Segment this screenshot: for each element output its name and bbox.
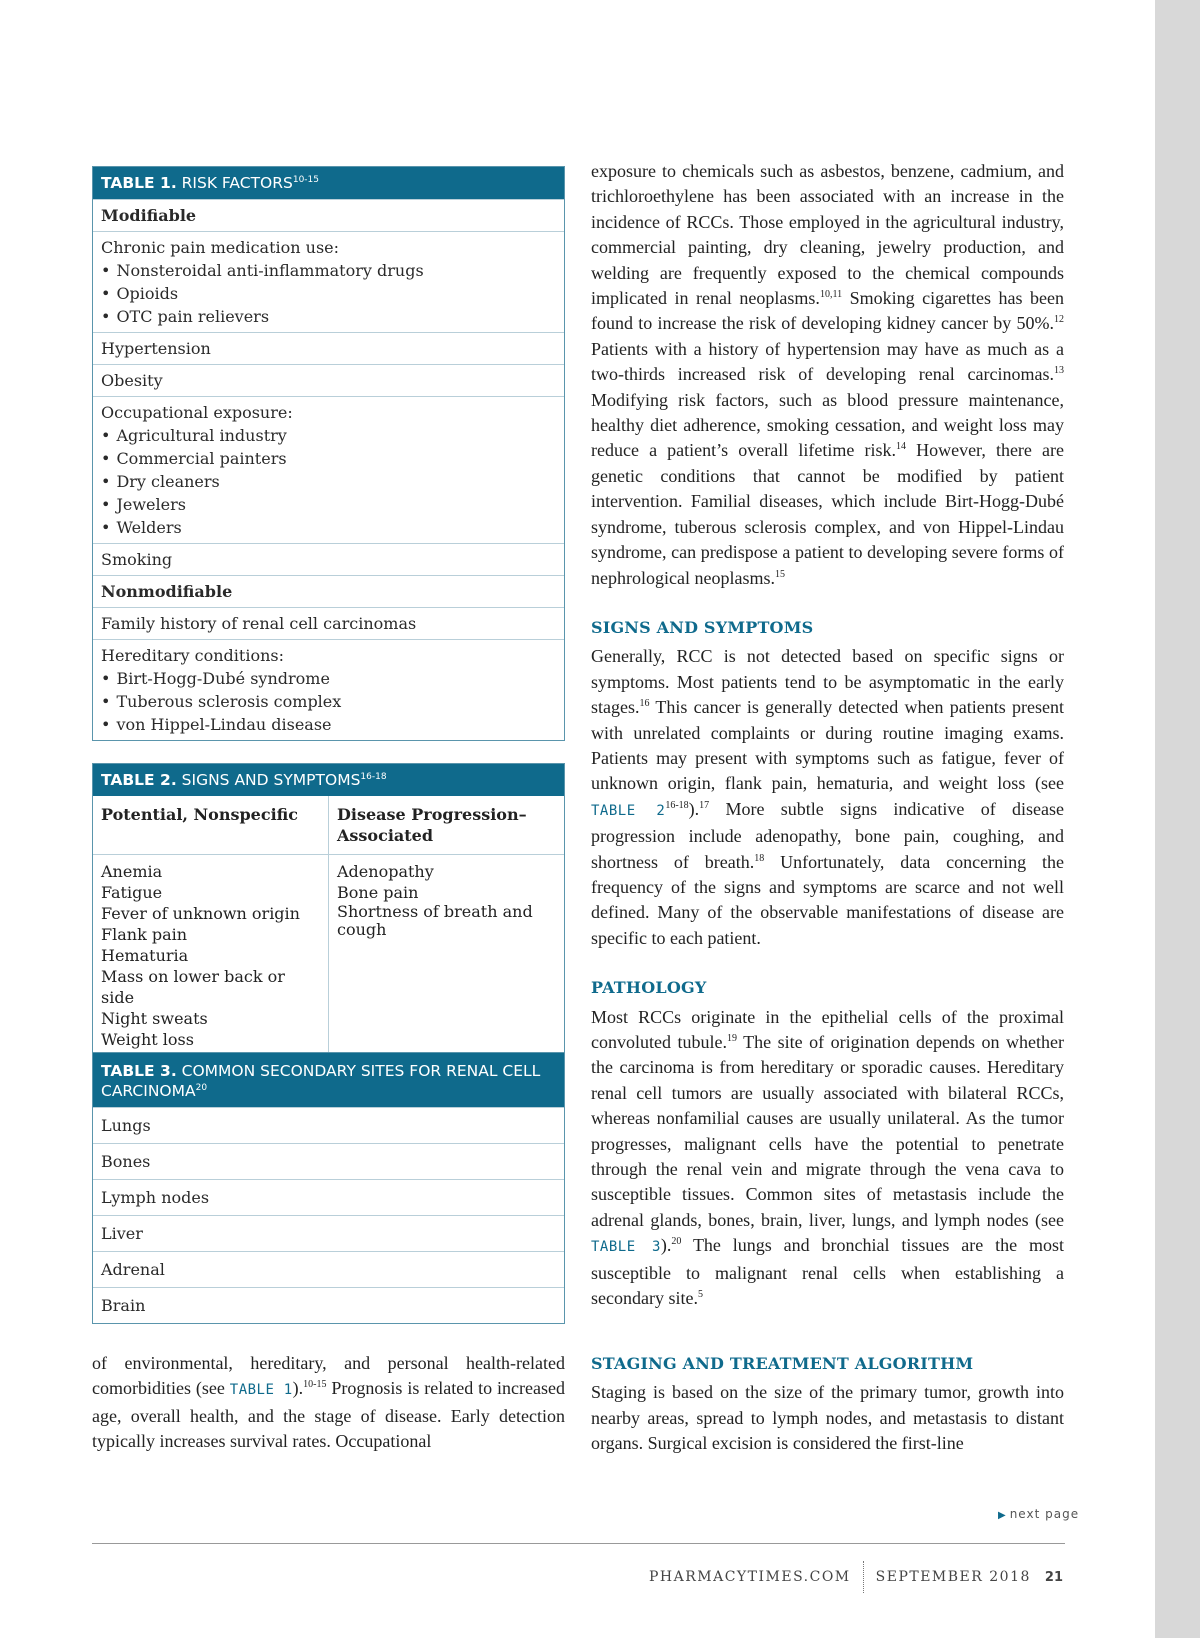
- signs-symptoms-paragraph: [591, 644, 1064, 951]
- obesity-row: Obesity: [93, 364, 564, 396]
- occupational-row: [93, 396, 564, 543]
- triangle-right-icon: ▶: [998, 1510, 1007, 1521]
- left-column-text: [92, 1351, 565, 1455]
- page-edge-strip: [1155, 0, 1200, 1638]
- citation: 20: [671, 1236, 682, 1248]
- list-item: Mass on lower back or side: [101, 967, 285, 1007]
- list-item: Weight loss: [101, 1030, 194, 1049]
- table-3-refs: 20: [195, 1082, 208, 1093]
- list-item: Anemia: [101, 862, 163, 881]
- text-run: This cancer is generally detected when patients present with unrelated complaints or during routine imaging exams. Patients may present with symptoms such as fatigue, fever of unknown origin, flank pain, hematuria, and weight loss (see: [591, 697, 1064, 794]
- pathology-heading: PATHOLOGY: [591, 978, 707, 998]
- text-run: The site of origination depends on whether the carcinoma is from hereditary or sporadic causes. Hereditary renal cell tumors are usually associated with bilateral RCCs, whereas nonfamilial causes are usually unilateral. As the tumor progresses, malignant cells have the potential to penetrate through the renal vein and migrate through the vena cava to susceptible tissues. Common sites of metastasis include the adrenal glands, bones, brain, liver, lungs, and lymph nodes (see: [591, 1032, 1064, 1230]
- text-run: ).: [292, 1378, 304, 1399]
- staging-section: [591, 1351, 1064, 1457]
- risk-factors-paragraph: [591, 159, 1064, 591]
- list-item: • OTC pain relievers: [101, 305, 556, 328]
- list-item: Fever of unknown origin: [101, 904, 300, 923]
- list-item: • Welders: [101, 516, 556, 539]
- table-2-col1: [93, 855, 328, 1052]
- list-item: • von Hippel-Lindau disease: [101, 713, 556, 736]
- citation: 5: [697, 1289, 703, 1301]
- citation: 10,11: [819, 289, 843, 301]
- staging-paragraph: Staging is based on the size of the primary tumor, growth into nearby areas, spread to lymph nodes, and metastasis to distant organs. Surgical excision is considered the first-line: [591, 1382, 1064, 1454]
- signs-symptoms-heading: SIGNS AND SYMPTOMS: [591, 617, 814, 637]
- list-item: • Nonsteroidal anti-inflammatory drugs: [101, 259, 556, 282]
- text-run: exposure to chemicals such as asbestos, benzene, cadmium, and trichloroethylene has been associated with an increase in the incidence of RCCs. Those employed in the agricultural industry, commercial painting, dry cleaning, jewelry production, and welding are frequently exposed to the chemical compounds implicated in renal neoplasms.: [591, 161, 1064, 309]
- table-2-body: [93, 855, 564, 1052]
- text-run: More subtle signs indicative of disease progression include adenopathy, bone pain, coughing, and shortness of breath.: [591, 798, 1064, 872]
- text-run: Smoking cigarettes has been found to increase the risk of developing kidney cancer by 50%.: [591, 288, 1065, 334]
- table-row: Lungs: [93, 1107, 564, 1143]
- citation: 18: [754, 852, 765, 864]
- footer-separator: [863, 1561, 864, 1593]
- table-3-label: TABLE 3.: [101, 1062, 177, 1080]
- hereditary-label: Hereditary conditions:: [101, 646, 284, 665]
- text-run: Modifying risk factors, such as blood pressure maintenance, healthy diet adherence, smoking cessation, and weight loss may reduce a patient’s overall lifetime risk.: [591, 389, 1064, 461]
- table-2-column-headers: [93, 796, 564, 855]
- table-row: Lymph nodes: [93, 1179, 564, 1215]
- next-page-label: next page: [1009, 1507, 1080, 1521]
- hypertension-row: Hypertension: [93, 332, 564, 364]
- list-item: • Tuberous sclerosis complex: [101, 690, 556, 713]
- list-item: Adenopathy: [337, 862, 434, 881]
- text-run: Most RCCs originate in the epithelial cells of the proximal convoluted tubule.: [591, 1006, 1064, 1052]
- table-3-reference-link[interactable]: TABLE 3: [591, 1239, 661, 1256]
- chronic-pain-row: [93, 231, 564, 332]
- table-2-col1-heading: Potential, Nonspecific: [101, 805, 299, 824]
- text-run: ).: [688, 798, 700, 819]
- list-item: Hematuria: [101, 946, 189, 965]
- chronic-pain-list: [101, 259, 556, 328]
- table-1-reference-link[interactable]: TABLE 1: [229, 1382, 293, 1399]
- table-2-col2-heading: Disease Progression–Associated: [328, 796, 564, 854]
- hereditary-list: [101, 667, 556, 736]
- text-run: Generally, RCC is not detected based on specific signs or symptoms. Most patients tend to be asymptomatic in the early stages.: [591, 646, 1064, 718]
- list-item: • Jewelers: [101, 493, 556, 516]
- list-item: • Agricultural industry: [101, 424, 556, 447]
- table-1-title: RISK FACTORS: [181, 174, 293, 192]
- table-3-title: COMMON SECONDARY SITES FOR RENAL CELL CARCINOMA: [101, 1062, 541, 1100]
- page-footer: [649, 1561, 1063, 1593]
- citation: 17: [699, 799, 710, 811]
- table-row: Bones: [93, 1143, 564, 1179]
- modifiable-heading: Modifiable: [93, 199, 564, 231]
- table-2-label: TABLE 2.: [101, 771, 177, 789]
- table-1-label: TABLE 1.: [101, 174, 177, 192]
- text-run: The lungs and bronchial tissues are the most susceptible to malignant renal cells when establishing a secondary site.: [591, 1235, 1064, 1309]
- table-3-header: [93, 1053, 564, 1107]
- footer-site: PHARMACYTIMES.COM: [648, 1569, 851, 1585]
- table-2-refs: 16-18: [360, 771, 387, 782]
- citation: 16-18: [665, 799, 689, 811]
- citation: 15: [774, 568, 785, 580]
- footer-divider: [92, 1543, 1065, 1544]
- citation: 12: [1054, 314, 1064, 326]
- hereditary-row: [93, 639, 564, 740]
- smoking-row: Smoking: [93, 543, 564, 575]
- right-column-text: [591, 159, 1064, 1311]
- list-item: Flank pain: [101, 925, 188, 944]
- table-1-header: [93, 167, 564, 199]
- table-1-risk-factors: [92, 166, 565, 741]
- citation: 19: [726, 1033, 737, 1044]
- table-row: Liver: [93, 1215, 564, 1251]
- staging-heading: STAGING AND TREATMENT ALGORITHM: [591, 1354, 974, 1373]
- text-run: of environmental, hereditary, and personal health-related comorbidities (see: [92, 1353, 565, 1399]
- table-row: Brain: [93, 1287, 564, 1323]
- left-bottom-paragraph: [92, 1351, 565, 1455]
- table-2-col2: [328, 855, 564, 1052]
- nonmodifiable-heading: Nonmodifiable: [93, 575, 564, 607]
- occupational-label: Occupational exposure:: [101, 403, 293, 422]
- list-item: Shortness of breath and cough: [337, 902, 533, 939]
- list-item: • Opioids: [101, 282, 556, 305]
- list-item: • Dry cleaners: [101, 470, 556, 493]
- text-run: ).: [660, 1235, 672, 1256]
- list-item: Night sweats: [101, 1009, 208, 1028]
- chronic-pain-label: Chronic pain medication use:: [101, 238, 340, 257]
- list-item: Fatigue: [101, 883, 163, 902]
- table-2-signs-symptoms: [92, 763, 565, 1053]
- citation: 10-15: [303, 1379, 327, 1391]
- occupational-list: [101, 424, 556, 539]
- citation: 13: [1054, 365, 1064, 377]
- next-page-link[interactable]: [998, 1507, 1079, 1521]
- table-2-reference-link[interactable]: TABLE 2: [591, 802, 666, 819]
- table-1-refs: 10-15: [292, 174, 320, 185]
- text-run: Prognosis is related to increased age, overall health, and the stage of disease. Early detection typically increases survival rates. Occupational: [92, 1378, 565, 1452]
- list-item: Bone pain: [337, 883, 419, 902]
- citation: 16: [639, 698, 650, 710]
- page-number: 21: [1044, 1569, 1063, 1585]
- list-item: • Birt-Hogg-Dubé syndrome: [101, 667, 556, 690]
- table-3-secondary-sites: [92, 1052, 565, 1324]
- text-run: Patients with a history of hypertension may have as much as a two-thirds increased risk of developing renal carcinomas.: [591, 338, 1064, 385]
- text-run: However, there are genetic conditions that cannot be modified by patient intervention. Familial diseases, which include Birt-Hogg-Dubé syndrome, tuberous sclerosis complex, and von Hippel-Lindau syndrome, can predispose a patient to developing severe forms of nephrological neoplasms.: [591, 440, 1065, 588]
- citation: 14: [895, 441, 906, 453]
- table-row: Adrenal: [93, 1251, 564, 1287]
- footer-date: SEPTEMBER 2018: [875, 1569, 1031, 1585]
- table-2-header: [93, 764, 564, 796]
- family-history-row: Family history of renal cell carcinomas: [93, 607, 564, 639]
- table-2-title: SIGNS AND SYMPTOMS: [181, 771, 361, 789]
- text-run: Unfortunately, data concerning the frequency of the signs and symptoms are scarce and not well defined. Many of the observable manifestations of disease are specific to each patient.: [591, 851, 1064, 948]
- pathology-paragraph: [591, 1005, 1064, 1312]
- list-item: • Commercial painters: [101, 447, 556, 470]
